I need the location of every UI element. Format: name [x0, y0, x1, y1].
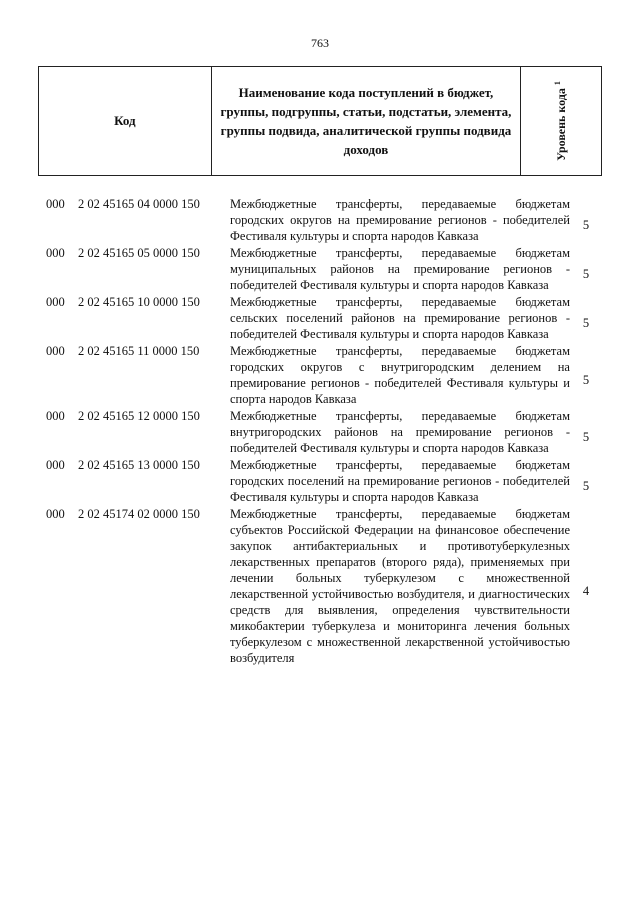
header-level-text: Уровень кода	[554, 88, 569, 161]
revenue-name: Межбюджетные трансферты, передаваемые бюджетам сельских поселений районов на премирование регионов - победителей Фестиваля культуры и спорта народов Кавказа	[230, 295, 570, 341]
header-level	[521, 67, 601, 175]
revenue-name: Межбюджетные трансферты, передаваемые бюджетам городских округов с внутригородским делением на премирование регионов - победителей Фестиваля культуры и спорта народов Кавказа	[230, 344, 570, 406]
table-row	[38, 245, 602, 293]
code-level: 5	[582, 315, 590, 330]
revenue-code: 2 02 45174 02 0000 150	[78, 507, 200, 521]
table-row	[38, 196, 602, 244]
admin-code: 000	[46, 295, 65, 309]
revenue-code: 2 02 45165 05 0000 150	[78, 246, 200, 260]
code-level: 5	[582, 372, 590, 387]
admin-code: 000	[46, 197, 65, 211]
admin-code: 000	[46, 507, 65, 521]
header-code: Код	[39, 67, 212, 175]
header-level-footnote: 1	[553, 81, 563, 86]
admin-code: 000	[46, 409, 65, 423]
header-name: Наименование кода поступлений в бюджет, группы, подгруппы, статьи, подстатьи, элемента, группы подвида, аналитической группы подвида доходов	[212, 67, 522, 175]
table-row	[38, 457, 602, 505]
header-level-label	[553, 81, 569, 161]
code-level: 4	[582, 583, 590, 598]
admin-code: 000	[46, 458, 65, 472]
revenue-code: 2 02 45165 13 0000 150	[78, 458, 200, 472]
table-row	[38, 408, 602, 456]
revenue-name: Межбюджетные трансферты, передаваемые бюджетам субъектов Российской Федерации на финансовое обеспечение закупок антибактериальных и противотуберкулезных лекарственных препаратов (второго ряда), применяемых при лечении больных туберкулезом с множественной лекарственной устойчивостью возбудителя, и диагностических средств для выявления, определения чувствительности микобактерии туберкулеза и мониторинга лечения больных туберкулезом с множественной лекарственной устойчивостью возбудителя	[230, 507, 570, 665]
table-body	[38, 196, 602, 667]
table-header	[38, 66, 602, 176]
revenue-code: 2 02 45165 04 0000 150	[78, 197, 200, 211]
admin-code: 000	[46, 246, 65, 260]
code-level: 5	[582, 429, 590, 444]
code-level: 5	[582, 478, 590, 493]
table-row	[38, 506, 602, 666]
table-row	[38, 294, 602, 342]
table-row	[38, 343, 602, 407]
revenue-code: 2 02 45165 12 0000 150	[78, 409, 200, 423]
revenue-name: Межбюджетные трансферты, передаваемые бюджетам муниципальных районов на премирование регионов - победителей Фестиваля культуры и спорта народов Кавказа	[230, 246, 570, 292]
code-level: 5	[582, 266, 590, 281]
revenue-name: Межбюджетные трансферты, передаваемые бюджетам городских поселений на премирование регионов - победителей Фестиваля культуры и спорта народов Кавказа	[230, 458, 570, 504]
page-number: 763	[311, 36, 329, 50]
revenue-name: Межбюджетные трансферты, передаваемые бюджетам внутригородских районов на премирование регионов - победителей Фестиваля культуры и спорта народов Кавказа	[230, 409, 570, 455]
revenue-code: 2 02 45165 11 0000 150	[78, 344, 200, 358]
revenue-code: 2 02 45165 10 0000 150	[78, 295, 200, 309]
code-level: 5	[582, 217, 590, 232]
admin-code: 000	[46, 344, 65, 358]
revenue-name: Межбюджетные трансферты, передаваемые бюджетам городских округов на премирование регионов - победителей Фестиваля культуры и спорта народов Кавказа	[230, 197, 570, 243]
